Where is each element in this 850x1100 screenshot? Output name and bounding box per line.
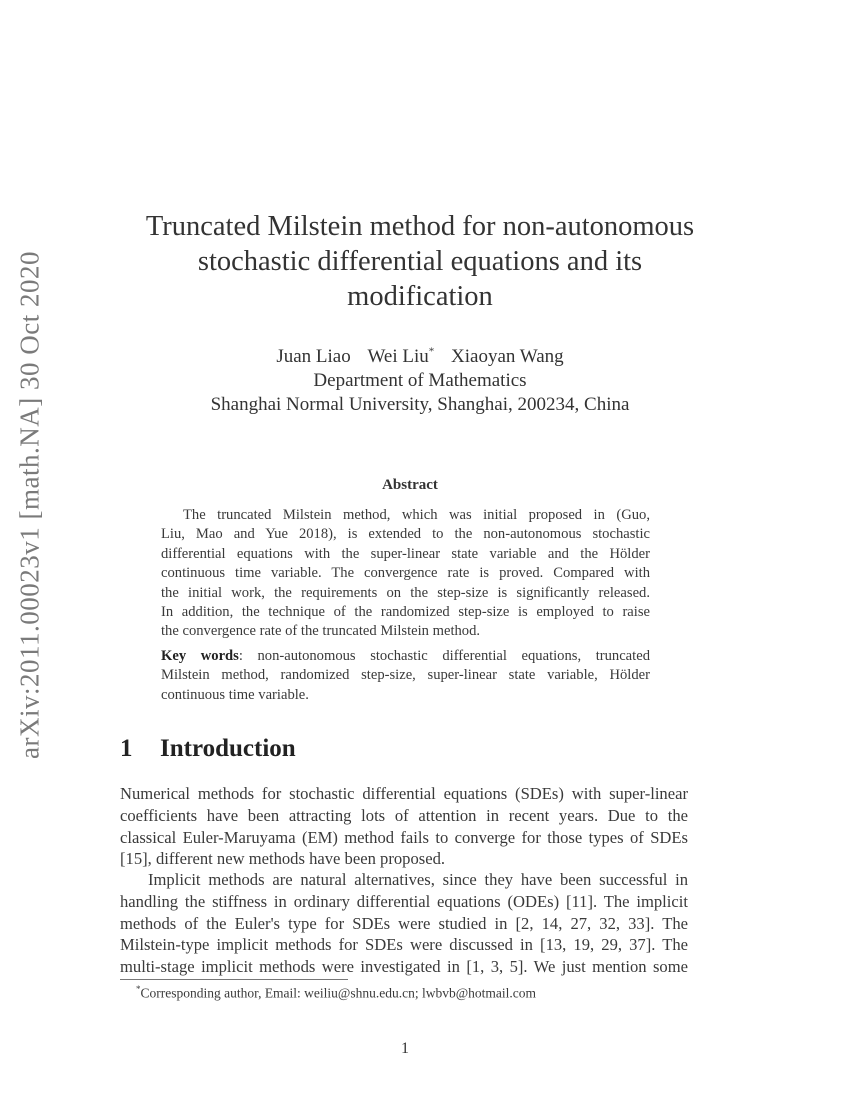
corresponding-author-mark: *: [428, 346, 435, 358]
footnote-divider: [120, 979, 348, 980]
section-heading-introduction: [120, 735, 296, 763]
footnote-mark: *: [136, 984, 141, 994]
intro-line: Implicit methods are natural alternatives, since they have been successful in: [148, 870, 688, 889]
keywords-line: [161, 647, 650, 666]
abstract-line: the initial work, the requirements on the step-size is significantly released.: [161, 584, 650, 601]
author-name: Xiaoyan Wang: [451, 346, 564, 368]
keywords-text: : non-autonomous stochastic differential equations, truncated: [238, 648, 650, 664]
abstract-line: differential equations with the super-linear state variable and the Hölder: [161, 545, 650, 562]
abstract-line: In addition, the technique of the randomized step-size is employed to raise: [161, 604, 650, 621]
abstract-body: [161, 506, 650, 642]
intro-paragraph-2: [120, 869, 688, 978]
author-name-corresponding: [368, 346, 435, 367]
author-name: Juan Liao: [276, 346, 351, 368]
title-line: modification: [347, 281, 493, 312]
abstract-line: continuous time variable. The convergence rate is proved. Compared with: [161, 565, 650, 582]
author-name: Wei Liu: [367, 346, 429, 368]
keywords-block: [161, 647, 650, 705]
section-number: 1: [120, 735, 133, 762]
intro-line: Numerical methods for stochastic differential equations (SDEs) with super-linear: [120, 784, 688, 803]
abstract-line: the convergence rate of the truncated Milstein method.: [161, 623, 481, 640]
abstract-line: The truncated Milstein method, which was initial proposed in (Guo,: [183, 507, 650, 523]
intro-line: handling the stiffness in ordinary differential equations (ODEs) [11]. The implicit: [120, 891, 688, 911]
intro-line: methods of the Euler's type for SDEs were studied in [2, 14, 27, 32, 33]. The: [120, 913, 688, 933]
arxiv-identifier-stamp: [10, 245, 50, 765]
intro-line: coefficients have been attracting lots of attention in recent years. Due to the: [120, 805, 688, 825]
keywords-line: continuous time variable.: [161, 686, 309, 703]
title-line: Truncated Milstein method for non-autonomous: [145, 211, 695, 242]
author-block: [110, 340, 730, 417]
arxiv-stamp-text: arXiv:2011.00023v1 [math.NA] 30 Oct 2020: [14, 251, 45, 759]
intro-paragraph-1: [120, 783, 688, 870]
title-line: stochastic differential equations and its: [197, 246, 643, 277]
paper-title: [110, 209, 730, 314]
intro-line: [15], different new methods have been proposed.: [120, 849, 446, 869]
abstract-heading: Abstract: [382, 477, 438, 493]
footnote-text: Corresponding author, Email: weiliu@shnu.edu.cn; lwbvb@hotmail.com: [140, 985, 537, 1001]
abstract-line: Liu, Mao and Yue 2018), is extended to the non-autonomous stochastic: [161, 526, 650, 543]
section-title: Introduction: [160, 735, 296, 762]
footnote: [136, 984, 536, 1002]
author-list: [110, 340, 730, 369]
keywords-label: Key words: [161, 648, 239, 664]
intro-line: multi-stage implicit methods were investigated in [1, 3, 5]. We just mention some: [120, 957, 688, 977]
department: Department of Mathematics: [313, 370, 527, 392]
page-number: 1: [401, 1040, 409, 1057]
affiliation: Shanghai Normal University, Shanghai, 200234, China: [210, 394, 630, 416]
intro-line: Milstein-type implicit methods for SDEs were discussed in [13, 19, 29, 37]. The: [120, 935, 688, 955]
keywords-line: Milstein method, randomized step-size, super-linear state variable, Hölder: [161, 667, 650, 684]
intro-line: classical Euler-Maruyama (EM) method fails to converge for those types of SDEs: [120, 827, 688, 847]
